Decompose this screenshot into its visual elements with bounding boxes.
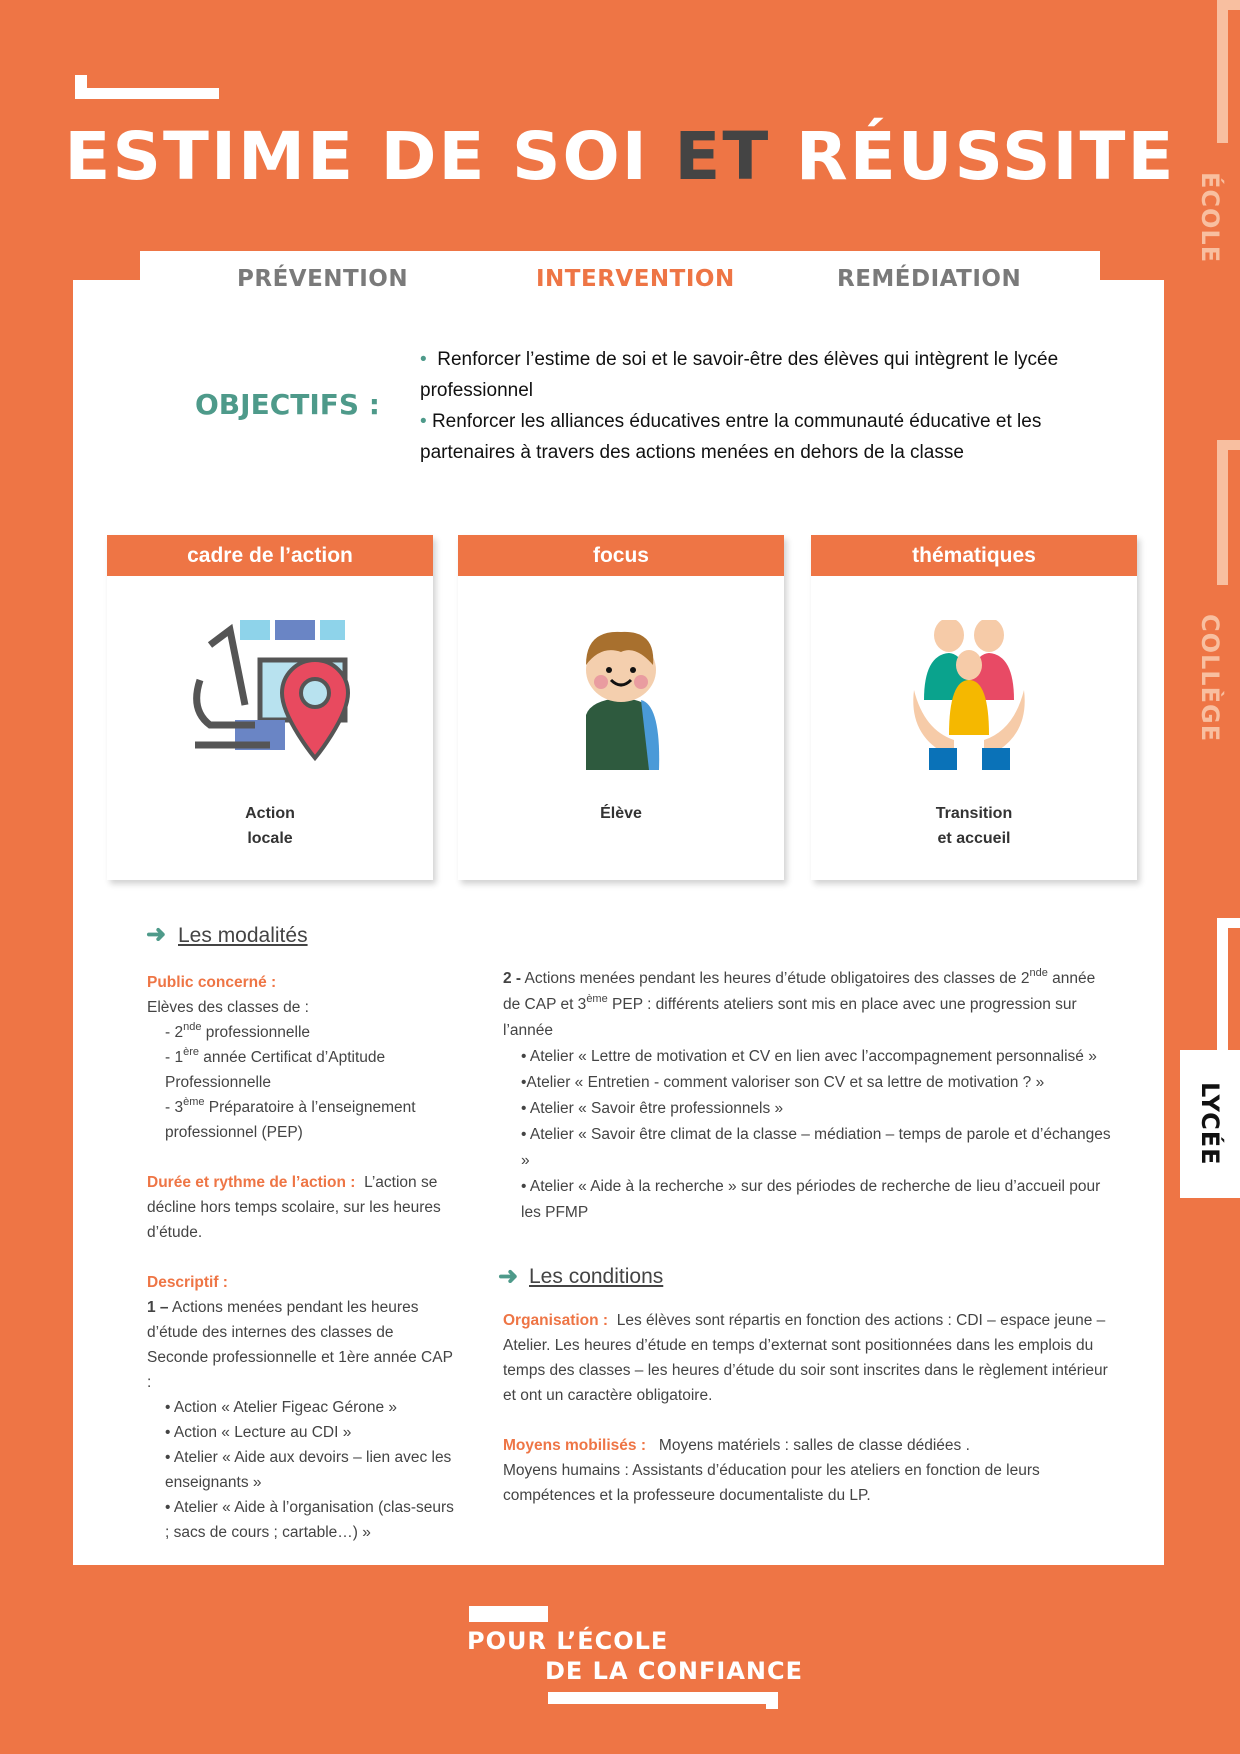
- objective-text: Renforcer les alliances éducatives entre la communauté éducative et les partenaires à travers des actions menées en dehors de la classe: [420, 411, 1042, 463]
- title-part: ESTIME DE SOI: [64, 118, 675, 195]
- level-college: COLLÈGE: [1196, 614, 1224, 743]
- bullet: •: [420, 411, 427, 432]
- objectives-label: OBJECTIFS :: [195, 388, 380, 421]
- list-item: • Atelier « Savoir être climat de la classe – médiation – temps de parole et d’échanges »: [521, 1126, 1111, 1169]
- sup: nde: [1029, 967, 1048, 979]
- list-item: • Atelier « Aide à l’organisation (clas-seurs ; sacs de cours ; cartable…) »: [165, 1499, 454, 1541]
- sup: nde: [183, 1021, 202, 1033]
- objectives-list: [420, 344, 1080, 468]
- list-item: • Action « Atelier Figeac Gérone »: [165, 1399, 398, 1416]
- duree-label: Durée et rythme de l’action :: [147, 1174, 356, 1191]
- student-boy-icon: [541, 620, 701, 770]
- conditions-body: [503, 1308, 1113, 1508]
- descriptif-2: [503, 966, 1113, 1044]
- duree: [147, 1170, 457, 1245]
- text: PEP : différents ateliers sont mis en place avec une progression sur l’année: [503, 996, 1077, 1039]
- objective-item: [420, 406, 1080, 468]
- item-number: 2 -: [503, 970, 522, 987]
- public-label: Public concerné :: [147, 974, 277, 991]
- family-hands-icon: [894, 620, 1054, 770]
- list-item: • Atelier « Aide à la recherche » sur des périodes de recherche de lieu d’accueil pour les PFMP: [521, 1178, 1101, 1221]
- card-header: cadre de l’action: [107, 535, 433, 576]
- list-item: • Atelier « Lettre de motivation et CV en lien avec l’accompagnement personnalisé »: [521, 1048, 1097, 1065]
- ecole-bracket-top: [1217, 0, 1240, 10]
- logo-line-2: DE LA CONFIANCE: [545, 1657, 803, 1685]
- logo-bottom-tab: [766, 1692, 778, 1709]
- college-bracket-top: [1217, 440, 1240, 450]
- moyens-label: Moyens mobilisés :: [503, 1437, 646, 1454]
- bullet: •: [420, 349, 427, 370]
- public-intro: Elèves des classes de :: [147, 999, 309, 1016]
- item-number: 1 –: [147, 1299, 169, 1316]
- text: Préparatoire à l’enseignement professionnel (PEP): [165, 1099, 416, 1141]
- logo-line-1: POUR L’ÉCOLE: [467, 1627, 669, 1655]
- card-label-line: Transition: [935, 805, 1013, 822]
- arrow-right-icon: ➜: [498, 1263, 519, 1290]
- list-item: • Atelier « Savoir être professionnels »: [521, 1100, 784, 1117]
- card-cadre-action: [107, 535, 433, 880]
- organisation: [503, 1308, 1113, 1408]
- card-label: [107, 801, 433, 851]
- right-column: [503, 966, 1113, 1226]
- card-header: focus: [458, 535, 784, 576]
- card-label: [811, 801, 1137, 851]
- lycee-bracket: [1217, 918, 1228, 1053]
- tab-prevention[interactable]: PRÉVENTION: [237, 266, 409, 292]
- sup: ère: [183, 1046, 199, 1058]
- moyens-text: Moyens matériels : salles de classe dédiées .: [658, 1437, 970, 1454]
- level-lycee: LYCÉE: [1196, 1082, 1224, 1166]
- card-label-line: locale: [247, 830, 293, 847]
- public-item: [147, 1020, 457, 1045]
- moyens: [503, 1433, 1113, 1458]
- title-part: RÉUSSITE: [770, 118, 1176, 195]
- section-title-modalites: Les modalités: [178, 924, 308, 947]
- text: Actions menées pendant les heures d’étude obligatoires des classes de: [524, 970, 1021, 987]
- ecole-bracket: [1217, 0, 1228, 143]
- organisation-label: Organisation :: [503, 1312, 609, 1329]
- arrow-right-icon: ➜: [146, 921, 167, 948]
- card-label-line: et accueil: [937, 830, 1011, 847]
- lycee-bracket-top: [1217, 918, 1240, 928]
- duree-text: L’action se décline hors temps scolaire, sur les heures d’étude.: [147, 1174, 441, 1241]
- tab-remediation[interactable]: REMÉDIATION: [837, 266, 1022, 292]
- card-label-line: Action: [245, 805, 295, 822]
- list-item: • Action « Lecture au CDI »: [165, 1424, 352, 1441]
- title-highlight: ET: [674, 118, 771, 195]
- decorative-bracket-bar: [75, 88, 219, 99]
- moyens-text: Moyens humains : Assistants d’éducation pour les ateliers en fonction de leurs compétences et la professeure documentaliste du LP.: [503, 1462, 1040, 1504]
- card-thematiques: [811, 535, 1137, 880]
- left-column: [147, 970, 457, 1545]
- page-title: [0, 118, 1240, 195]
- list-item: • Atelier « Aide aux devoirs – lien avec les enseignants »: [165, 1449, 452, 1491]
- section-title-conditions: Les conditions: [529, 1265, 664, 1288]
- sup: ème: [586, 993, 608, 1005]
- text: - 2: [165, 1024, 184, 1041]
- public-item: [147, 1095, 457, 1145]
- card-label-line: Élève: [600, 805, 642, 822]
- text: professionnelle: [201, 1024, 311, 1041]
- card-header: thématiques: [811, 535, 1137, 576]
- text: - 3: [165, 1099, 184, 1116]
- text: 2: [1020, 970, 1030, 987]
- objective-text: Renforcer l’estime de soi et le savoir-être des élèves qui intègrent le lycée professionnel: [420, 349, 1059, 401]
- descriptif-1: [147, 1295, 457, 1395]
- text: année Certificat d’Aptitude Professionnelle: [165, 1049, 386, 1091]
- text: année de CAP et 3: [503, 970, 1096, 1013]
- text: - 1: [165, 1049, 184, 1066]
- microscope-map-pin-icon: [190, 620, 350, 770]
- objective-item: [420, 344, 1080, 406]
- list-item: •Atelier « Entretien - comment valoriser son CV et sa lettre de motivation ? »: [521, 1074, 1045, 1091]
- logo-bottom-bar: [548, 1692, 778, 1704]
- descriptif-label: Descriptif :: [147, 1274, 228, 1291]
- descriptif-text: Actions menées pendant les heures d’étude des internes des classes de Seconde professionnelle et 1ère année CAP :: [147, 1299, 453, 1391]
- card-label: [458, 801, 784, 826]
- tab-intervention[interactable]: INTERVENTION: [536, 266, 735, 292]
- logo-top-bar: [469, 1606, 548, 1622]
- organisation-text: Les élèves sont répartis en fonction des actions : CDI – espace jeune – Atelier. Les heures d’étude en temps d’externat sont positionnées dans les emplois du temps des classes – les heures d’étude du soir sont inscrites dans le règlement intérieur et ont un caractère obligatoire.: [503, 1312, 1108, 1404]
- college-bracket: [1217, 440, 1228, 585]
- card-focus: [458, 535, 784, 880]
- sup: ème: [183, 1096, 205, 1108]
- level-ecole: ÉCOLE: [1196, 172, 1224, 264]
- public-item: [147, 1045, 457, 1095]
